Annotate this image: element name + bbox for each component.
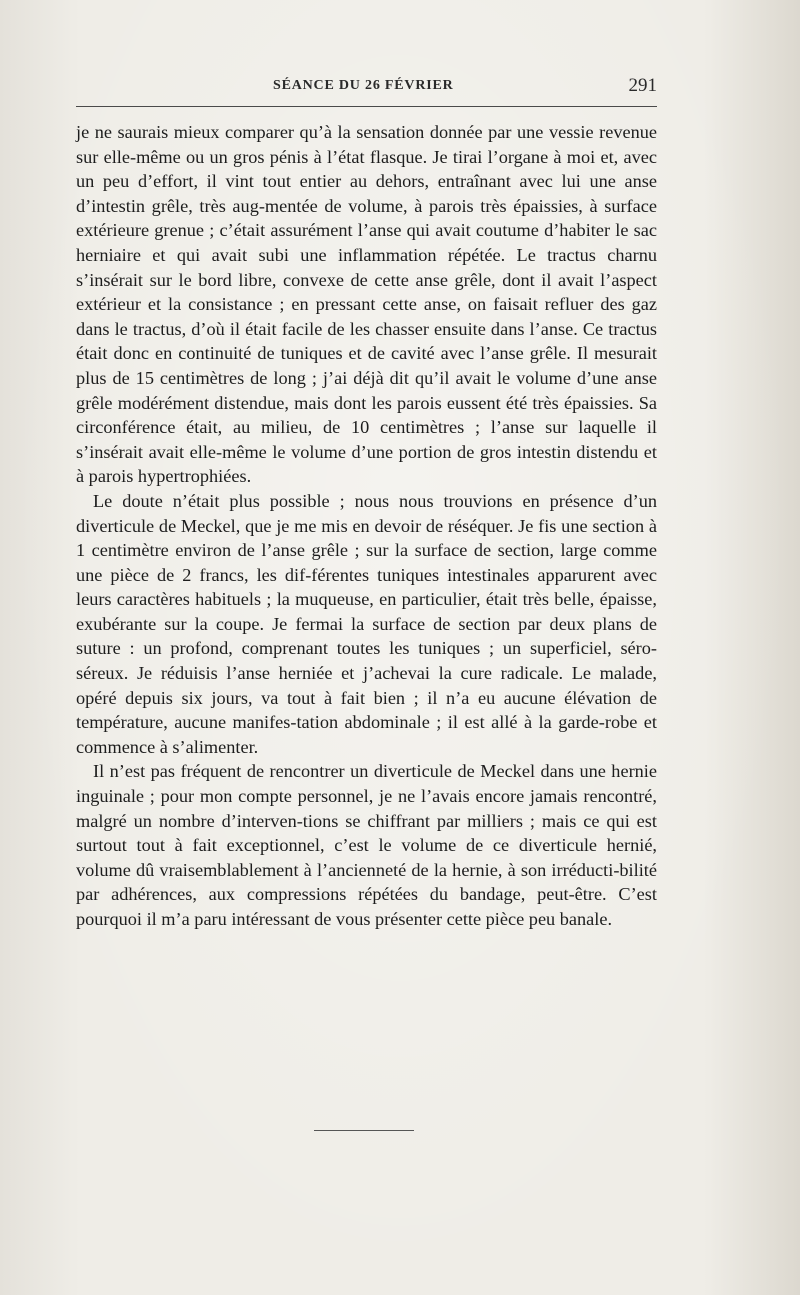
page-header xyxy=(76,72,657,98)
body-text xyxy=(76,120,657,932)
section-end-rule xyxy=(314,1130,414,1131)
running-head: SÉANCE DU 26 FÉVRIER xyxy=(273,78,454,93)
page-number: 291 xyxy=(628,75,657,96)
paragraph: Il n’est pas fréquent de rencontrer un diverticule de Meckel dans une hernie inguinale ; pour mon compte personnel, je ne l’avais encore jamais rencontré, malgré un nombre d’interven-tions se chiffrant par milliers ; mais ce qui est surtout tout à fait exceptionnel, c’est le volume de ce diverticule hernié, volume dû vraisemblablement à l’ancienneté de la hernie, à son irréducti-bilité par adhérences, aux compressions répétées du bandage, peut-être. C’est pourquoi il m’a paru intéressant de vous présenter cette pièce peu banale. xyxy=(76,761,657,929)
header-rule xyxy=(76,106,657,107)
paragraph: Le doute n’était plus possible ; nous nous trouvions en présence d’un diverticule de Meckel, que je me mis en devoir de réséquer. Je fis une section à 1 centimètre environ de l’anse grêle ; sur la surface de section, large comme une pièce de 2 francs, les dif-férentes tuniques intestinales apparurent avec leurs caractères habituels ; la muqueuse, en particulier, était très belle, épaisse, exubérante sur la coupe. Je fermai la surface de section par deux plans de suture : un profond, comprenant toutes les tuniques ; un superficiel, séro-séreux. Je réduisis l’anse herniée et j’achevai la cure radicale. Le malade, opéré depuis six jours, va tout à fait bien ; il n’a eu aucune élévation de température, aucune manifes-tation abdominale ; il est allé à la garde-robe et commence à s’alimenter. xyxy=(76,490,657,757)
paragraph: je ne saurais mieux comparer qu’à la sensation donnée par une vessie revenue sur elle-même ou un gros pénis à l’état flasque. Je tirai l’organe à moi et, avec un peu d’effort, il vint tout entier au dehors, entraînant avec lui une anse d’intestin grêle, très aug-mentée de volume, à parois très épaissies, à surface extérieure grenue ; c’était assurément l’anse qui avait coutume d’habiter le sac herniaire et qui avait subi une inflammation répétée. Le tractus charnu s’insérait sur le bord libre, convexe de cette anse grêle, dont il avait l’aspect extérieur et la consistance ; en pressant cette anse, on faisait refluer des gaz dans le tractus, d’où il était facile de les chasser ensuite dans l’anse. Ce tractus était donc en continuité de tuniques et de cavité avec l’anse grêle. Il mesurait plus de 15 centimètres de long ; j’ai déjà dit qu’il avait le volume d’une anse grêle modérément distendue, mais dont les parois eussent été très épaissies. Sa circonférence était, au milieu, de 10 centimètres ; l’anse sur laquelle il s’insérait avait elle-même le volume d’une portion de gros intestin distendu et à parois hypertrophiées. xyxy=(76,122,657,487)
